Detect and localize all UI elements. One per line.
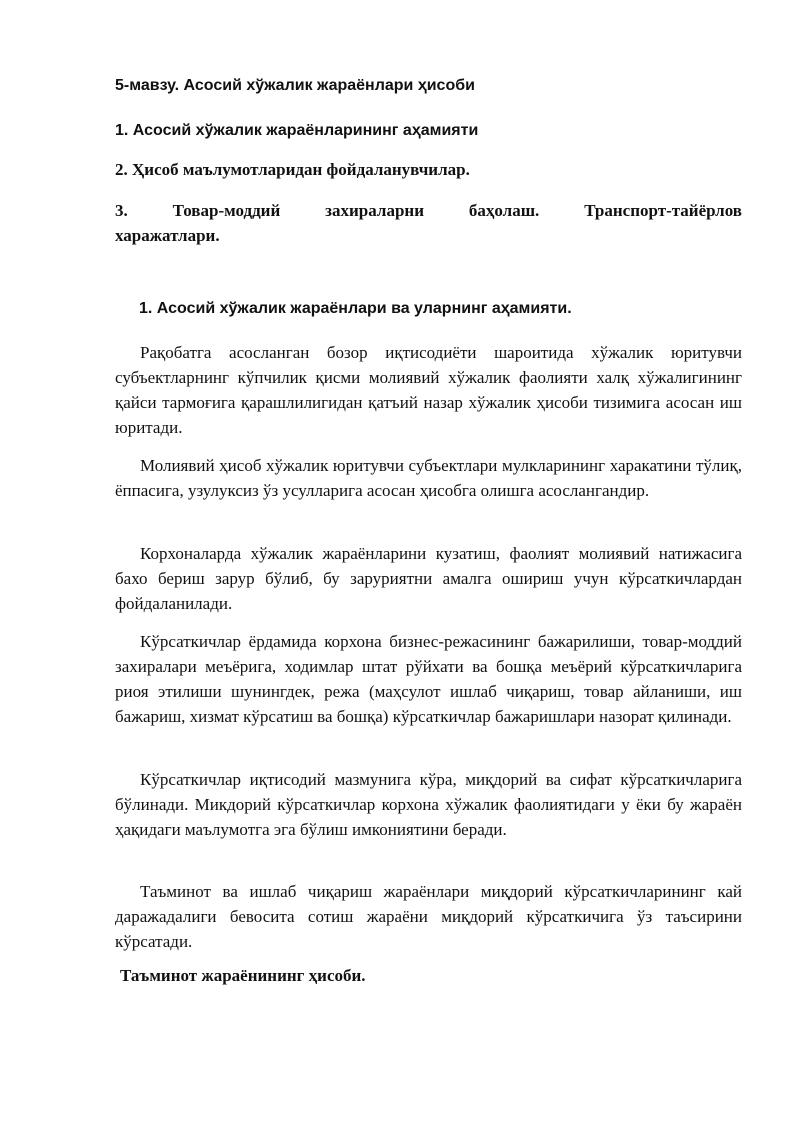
plan-item-3 [115, 198, 742, 248]
plan-item-3-number: 3. [115, 201, 128, 220]
plan-item-3-line-2: харажатлари. [115, 226, 220, 245]
plan-item-2: 2. Ҳисоб маълумотларидан фойдаланувчилар. [115, 160, 470, 179]
topic-title: 5-мавзу. Асосий хўжалик жараёнлари ҳисоби [115, 77, 475, 94]
plan-item-3-word: захираларни [325, 201, 424, 220]
paragraph-2: Молиявий ҳисоб хўжалик юритувчи субъектлари мулкларининг харакатини тўлиқ, ёппасига, узулуксиз ўз усулларига асосан ҳисобга олишга асослангандир. [115, 456, 742, 500]
paragraph-5: Кўрсаткичлар иқтисодий мазмунига кўра, миқдорий ва сифат кўрсаткичларига бўлинади. Микдорий кўрсаткичлар корхона хўжалик фаолиятидаги у ёки бу жараён ҳақидаги маълумотга эга бўлиш имкониятини беради. [115, 770, 742, 839]
plan-item-3-line-1 [115, 198, 742, 223]
plan-item-3-word: Транспорт-тайёрлов [584, 201, 742, 220]
section-heading: 1. Асосий хўжалик жараёнлари ва уларнинг аҳамияти. [139, 300, 572, 317]
plan-item-3-word: баҳолаш. [468, 201, 540, 220]
plan-item-3-word: Товар-моддий [172, 201, 281, 220]
plan-item-1: 1. Асосий хўжалик жараёнларининг аҳамияти [115, 122, 479, 139]
subheading: Таъминот жараёнининг ҳисоби. [120, 966, 366, 985]
paragraph-3: Корхоналарда хўжалик жараёнларини кузатиш, фаолият молиявий натижасига бахо бериш зарур бўлиб, бу заруриятни амалга ошириш учун кўрсаткичлардан фойдаланилади. [115, 544, 742, 613]
paragraph-4: Кўрсаткичлар ёрдамида корхона бизнес-режасининг бажарилиши, товар-моддий захиралари меъёрига, ходимлар штат рўйхати ва бошқа меъёрий кўрсаткичларига риоя этилиши шунингдек, режа (маҳсулот ишлаб чиқариш, товар айланиши, иш бажариш, хизмат кўрсатиш ва бошқа) кўрсаткичлар бажаришлари назорат қилинади. [115, 632, 742, 726]
paragraph-1: Рақобатга асосланган бозор иқтисодиёти шароитида хўжалик юритувчи субъектларнинг кўпчилик қисми молиявий хўжалик фаолияти халқ хўжалигининг қайси тармоғига қарашлилигидан қатъий назар хўжалик ҳисоби тизимига асосан иш юритади. [115, 343, 742, 437]
paragraph-6: Таъминот ва ишлаб чиқариш жараёнлари миқдорий кўрсаткичларининг кай даражадалиги бевосита сотиш жараёни миқдорий кўрсаткичига ўз таъсирини кўрсатади. [115, 882, 742, 951]
